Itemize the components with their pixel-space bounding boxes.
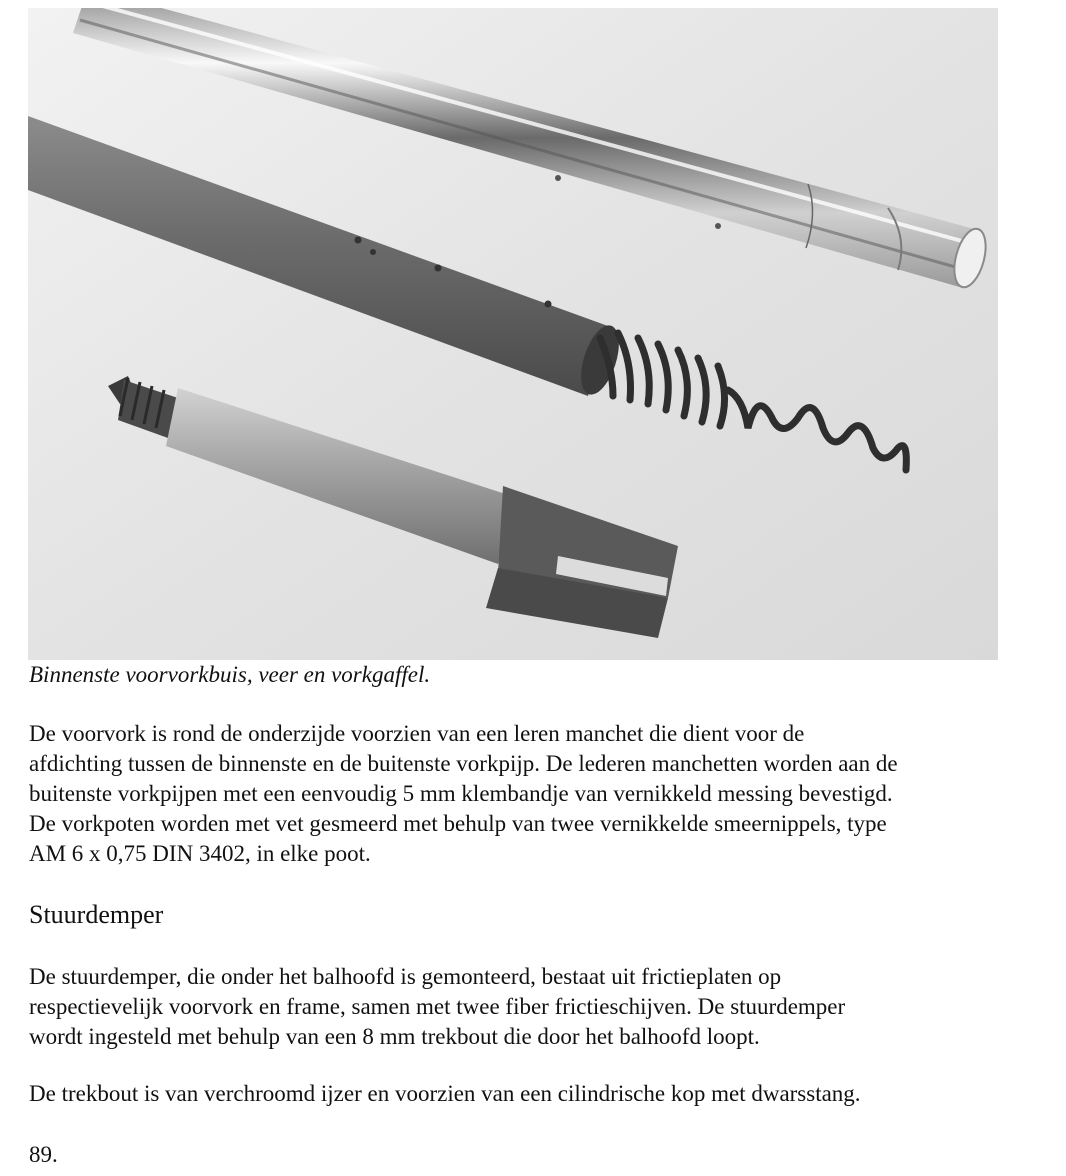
paragraph-steering-damper — [29, 962, 845, 1052]
paragraph-front-fork — [29, 719, 898, 869]
photo-illustration — [28, 8, 998, 660]
page-number: 89. — [29, 1142, 58, 1167]
photo-fork-parts — [28, 8, 998, 660]
photo-caption: Binnenste voorvorkbuis, veer en vorkgaffel. — [29, 662, 431, 687]
paragraph-pull-bolt — [29, 1079, 861, 1109]
paragraph-line: De stuurdemper, die onder het balhoofd is gemonteerd, bestaat uit frictieplaten op — [29, 964, 782, 989]
section-heading: Stuurdemper — [29, 900, 164, 929]
paragraph-line: wordt ingesteld met behulp van een 8 mm trekbout die door het balhoofd loopt. — [29, 1024, 760, 1049]
paragraph-line: afdichting tussen de binnenste en de buitenste vorkpijp. De lederen manchetten worden aan de — [29, 751, 898, 776]
paragraph-line: buitenste vorkpijpen met een eenvoudig 5 mm klembandje van vernikkeld messing bevestigd. — [29, 781, 893, 806]
paragraph-line: respectievelijk voorvork en frame, samen met twee fiber frictieschijven. De stuurdemper — [29, 994, 846, 1019]
paragraph-line: De voorvork is rond de onderzijde voorzien van een leren manchet die dient voor de — [29, 721, 805, 746]
paragraph-line: De trekbout is van verchroomd ijzer en voorzien van een cilindrische kop met dwarsstang. — [29, 1081, 861, 1106]
paragraph-line: AM 6 x 0,75 DIN 3402, in elke poot. — [29, 841, 371, 866]
paragraph-line: De vorkpoten worden met vet gesmeerd met behulp van twee vernikkelde smeernippels, type — [29, 811, 887, 836]
